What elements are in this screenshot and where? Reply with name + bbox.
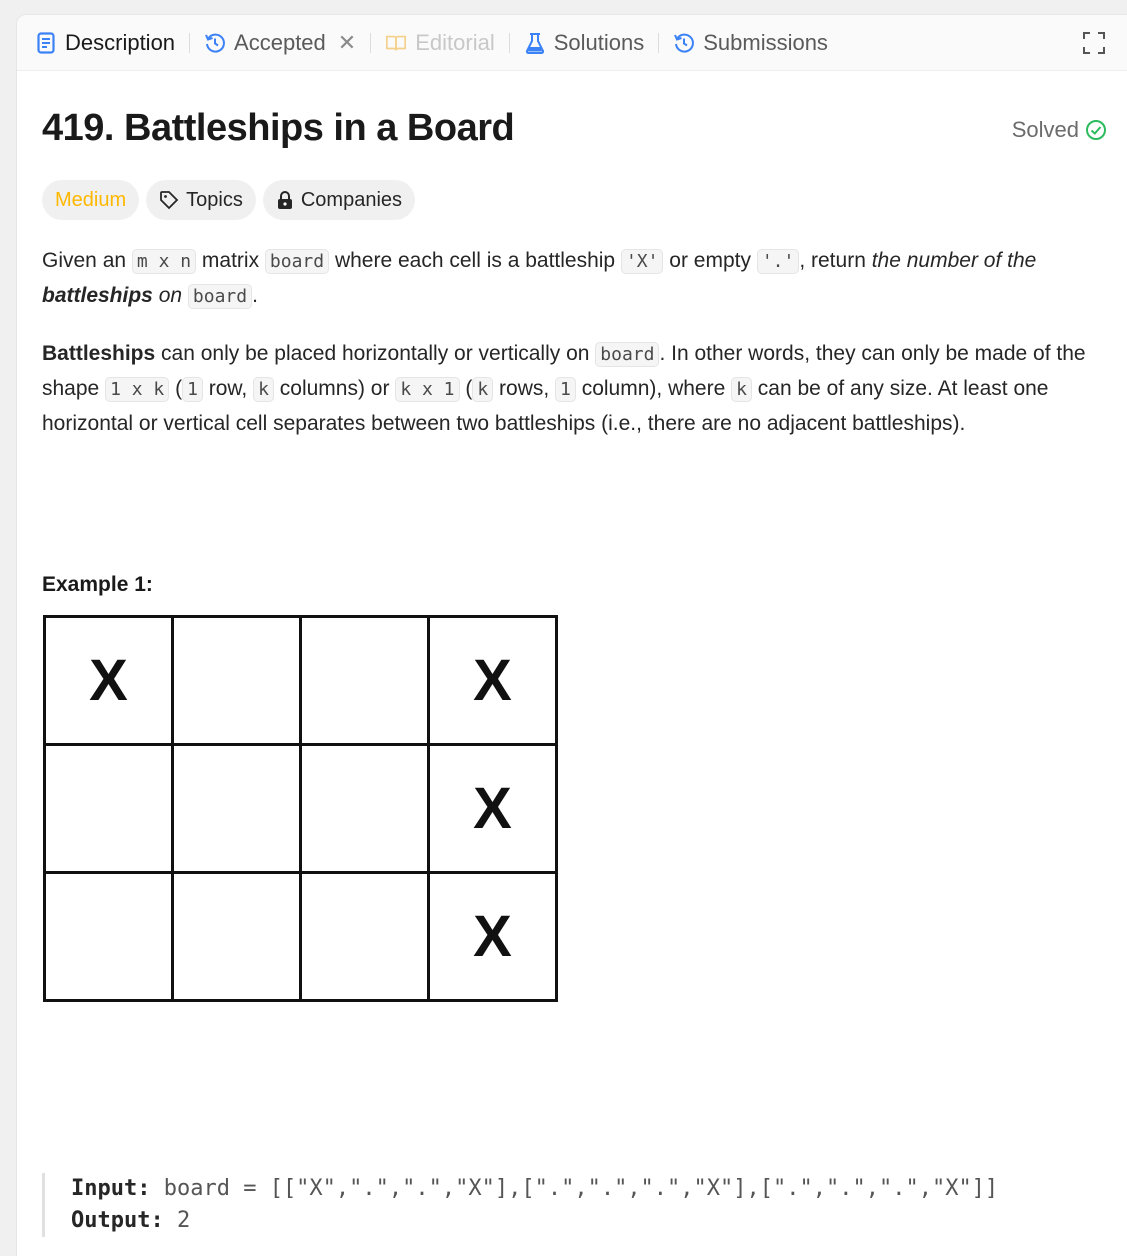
- example-output: [71, 1205, 998, 1237]
- board-cell: [173, 745, 301, 873]
- tab-editorial[interactable]: [385, 15, 494, 71]
- check-circle-icon: [1085, 119, 1107, 141]
- history-icon: [204, 32, 226, 54]
- board-cell: X: [429, 873, 557, 1001]
- description-paragraph-2: Battleships can only be placed horizontally or vertically on board . In other words, they can only be made of the shape 1 x k ( 1 row, k columns) or k x 1 ( k rows, 1 column), where k can be of any size. At least one horizontal or vertical cell separates between two battleships (i.e., there are no adjacent battleships).: [42, 342, 1086, 435]
- board-cell: [45, 873, 173, 1001]
- tab-editorial-label: Editorial: [415, 29, 495, 55]
- example-io-block: [42, 1173, 998, 1237]
- tab-accepted[interactable]: [204, 15, 356, 71]
- difficulty-badge: Medium: [42, 180, 139, 220]
- companies-button[interactable]: [263, 180, 415, 220]
- board-cell: X: [429, 745, 557, 873]
- document-icon: [35, 32, 57, 54]
- tab-solutions[interactable]: [524, 15, 645, 71]
- board-cell: [173, 873, 301, 1001]
- tab-divider: [189, 33, 190, 53]
- output-value: 2: [176, 1208, 191, 1233]
- description-panel: [16, 14, 1127, 1256]
- board-row: [45, 617, 557, 745]
- example-board-image: [43, 615, 558, 1002]
- tab-solutions-label: Solutions: [553, 29, 645, 55]
- tab-submissions[interactable]: [673, 15, 828, 71]
- expand-icon[interactable]: [1083, 32, 1105, 54]
- tab-bar: [17, 15, 1127, 71]
- description-paragraph-1: Given an m x n matrix board where each cell is a battleship 'X' or empty '.' , return the number of the battleships on board .: [42, 249, 1037, 307]
- tab-description-label: Description: [65, 29, 176, 55]
- example-input: [71, 1173, 998, 1205]
- topics-button[interactable]: [146, 180, 256, 220]
- solved-label: Solved: [1011, 117, 1079, 142]
- board-cell: [45, 745, 173, 873]
- board-cell: [301, 873, 429, 1001]
- topics-label: Topics: [186, 188, 243, 211]
- problem-tags: [42, 180, 422, 220]
- example-heading: Example 1:: [42, 573, 153, 596]
- tab-divider: [370, 33, 371, 53]
- companies-label: Companies: [300, 188, 403, 211]
- tag-icon: [159, 190, 179, 210]
- board-cell: X: [429, 617, 557, 745]
- board-row: [45, 873, 557, 1001]
- board-cell: X: [45, 617, 173, 745]
- board-cell: [301, 745, 429, 873]
- tab-divider: [658, 33, 659, 53]
- board-cell: [173, 617, 301, 745]
- input-value: board = [["X",".",".","X"],[".",".",".","X"],[".",".",".","X"]]: [163, 1176, 999, 1201]
- solved-status: [1012, 117, 1107, 143]
- input-label: Input:: [71, 1176, 151, 1201]
- tab-submissions-label: Submissions: [703, 29, 828, 55]
- tab-accepted-label: Accepted: [234, 29, 326, 55]
- output-label: Output:: [71, 1208, 164, 1233]
- tab-divider: [509, 33, 510, 53]
- lock-icon: [276, 190, 294, 210]
- flask-icon: [524, 32, 546, 54]
- close-icon[interactable]: ✕: [337, 29, 357, 55]
- history-icon: [673, 32, 695, 54]
- board-cell: [301, 617, 429, 745]
- page-title: 419. Battleships in a Board: [42, 107, 515, 149]
- board-row: [45, 745, 557, 873]
- book-icon: [385, 32, 407, 54]
- tab-description[interactable]: [35, 15, 175, 71]
